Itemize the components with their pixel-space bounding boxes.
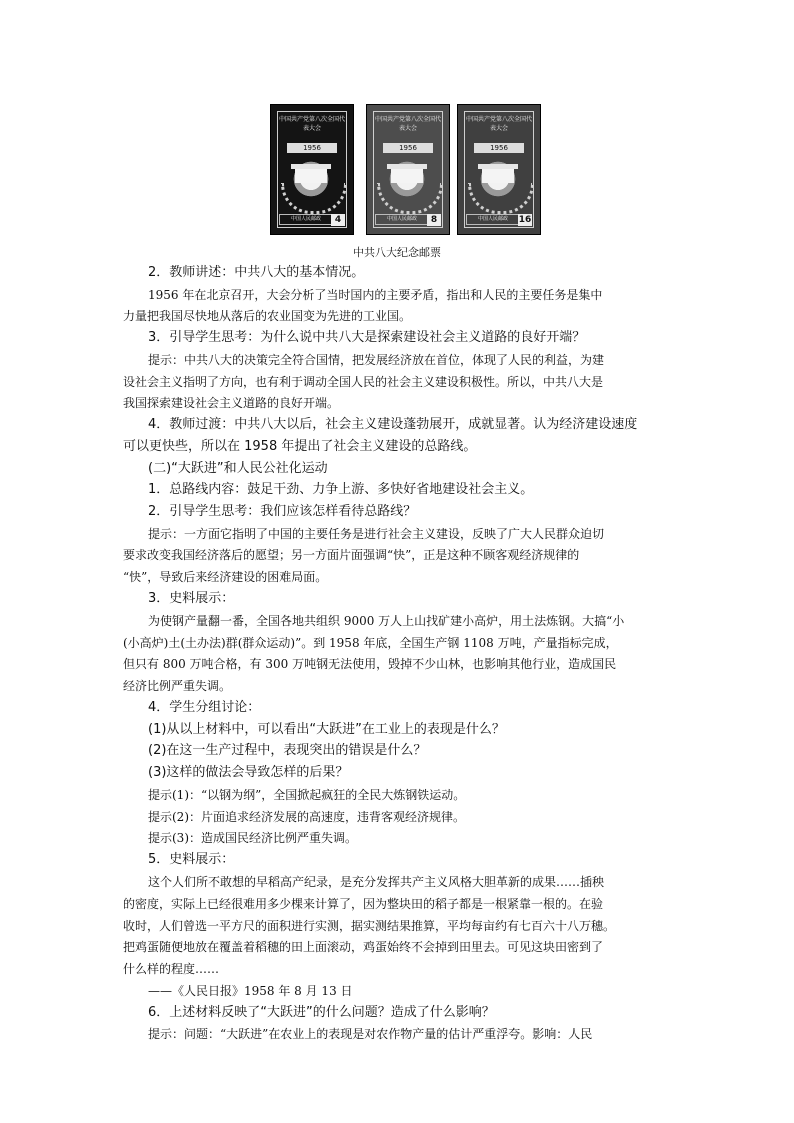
stamp-header: 中国共产党第八次全国代表大会 <box>375 116 442 132</box>
stamp-value: 4 <box>331 214 345 226</box>
text-line: 3．引导学生思考：为什么说中共八大是探索建设社会主义道路的良好开端？ <box>148 330 586 345</box>
text-line: 提示(2)：片面追求经济发展的高速度，违背客观经济规律。 <box>148 810 466 824</box>
stamp-image-2 <box>366 104 450 235</box>
stamp-value: 8 <box>427 214 441 226</box>
quote-line: 这个人们所不敢想的早稻高产纪录，是充分发挥共产主义风格大胆革新的成果……插秧 <box>148 875 605 889</box>
stamp-image-3 <box>457 104 541 235</box>
stamp-year: 1956 <box>383 143 433 153</box>
text-line: 5．史料展示： <box>148 852 235 867</box>
stamp-footer: 中国人民邮政 <box>375 214 429 225</box>
text-line: 4．学生分组讨论： <box>148 700 261 715</box>
stamp-image-1 <box>270 104 354 235</box>
quote-line: 把鸡蛋随便地放在覆盖着稻穗的田上面滚动，鸡蛋始终不会掉到田里去。可见这块田密到了 <box>123 940 604 954</box>
text-line: 可以更快些，所以在 1958 年提出了社会主义建设的总路线。 <box>123 439 477 454</box>
text-line: 3．史料展示： <box>148 591 235 606</box>
quote-line: 为使钢产量翻一番，全国各地共组织 9000 万人上山找矿建小高炉，用土法炼钢。大搞“小 <box>148 614 625 628</box>
text-line: 1956 年在北京召开，大会分析了当时国内的主要矛盾，指出和人民的主要任务是集中 <box>148 288 603 302</box>
stamp-figure <box>270 104 533 234</box>
stamp-footer: 中国人民邮政 <box>279 214 333 225</box>
tiananmen-icon <box>482 169 514 183</box>
text-line: 2．教师讲述：中共八大的基本情况。 <box>148 265 365 280</box>
section-heading: (二)“大跃进”和人民公社化运动 <box>148 461 328 476</box>
stamp-year: 1956 <box>287 143 337 153</box>
text-line: (3)这样的做法会导致怎样的后果？ <box>148 765 349 780</box>
text-line: 提示：中共八大的决策完全符合国情，把发展经济放在首位，体现了人民的利益，为建 <box>148 353 605 367</box>
text-line: 力量把我国尽快地从落后的农业国变为先进的工业国。 <box>123 309 412 323</box>
quote-line: 但只有 800 万吨合格，有 300 万吨钢无法使用，毁掉不少山林，也影响其他行业，造成国民 <box>123 657 617 671</box>
tiananmen-icon <box>391 169 423 183</box>
stamp-value: 16 <box>518 215 532 225</box>
text-line: 提示(3)：造成国民经济比例严重失调。 <box>148 831 357 845</box>
quote-source: ——《人民日报》1958 年 8 月 13 日 <box>148 984 353 998</box>
text-line: 我国探索建设社会主义道路的良好开端。 <box>123 396 340 410</box>
quote-line: (小高炉)土(土办法)群(群众运动)”。到 1958 年底，全国生产钢 1108 万吨，产量指标完成， <box>123 636 618 650</box>
text-line: “快”，导致后来经济建设的困难局面。 <box>123 570 328 584</box>
text-line: (2)在这一生产过程中，表现突出的错误是什么？ <box>148 743 427 758</box>
quote-line: 的密度，实际上已经很难用多少棵来计算了，因为整块田的稻子都是一根紧靠一根的。在验 <box>123 897 604 911</box>
figure-caption: 中共八大纪念邮票 <box>353 246 441 259</box>
text-line: 2．引导学生思考：我们应该怎样看待总路线？ <box>148 504 417 519</box>
text-line: 提示：一方面它指明了中国的主要任务是进行社会主义建设，反映了广大人民群众迫切 <box>148 527 605 541</box>
quote-line: 什么样的程度…… <box>123 962 220 976</box>
text-line: 4．教师过渡：中共八大以后，社会主义建设蓬勃展开，成就显著。认为经济建设速度 <box>148 417 638 432</box>
tiananmen-icon <box>295 169 327 183</box>
quote-line: 经济比例严重失调。 <box>123 679 232 693</box>
stamp-footer: 中国人民邮政 <box>466 214 520 225</box>
text-line: 提示：问题：“大跃进”在农业上的表现是对农作物产量的估计严重浮夸。影响：人民 <box>148 1027 593 1041</box>
text-line: 设社会主义指明了方向，也有利于调动全国人民的社会主义建设积极性。所以，中共八大是 <box>123 375 604 389</box>
text-line: (1)从以上材料中，可以看出“大跃进”在工业上的表现是什么？ <box>148 722 505 737</box>
stamp-header: 中国共产党第八次全国代表大会 <box>279 116 346 132</box>
text-line: 1．总路线内容：鼓足干劲、力争上游、多快好省地建设社会主义。 <box>148 482 534 497</box>
text-line: 6．上述材料反映了“大跃进”的什么问题？造成了什么影响？ <box>148 1005 495 1020</box>
stamp-year: 1956 <box>474 143 524 153</box>
text-line: 要求改变我国经济落后的愿望；另一方面片面强调“快”，正是这种不顾客观经济规律的 <box>123 548 580 562</box>
text-line: 提示(1)：“以钢为纲”，全国掀起疯狂的全民大炼钢铁运动。 <box>148 788 466 802</box>
quote-line: 收时，人们曾选一平方尺的面积进行实测，据实测结果推算，平均每亩约有七百六十八万穗。 <box>123 919 616 933</box>
stamp-header: 中国共产党第八次全国代表大会 <box>466 116 533 132</box>
